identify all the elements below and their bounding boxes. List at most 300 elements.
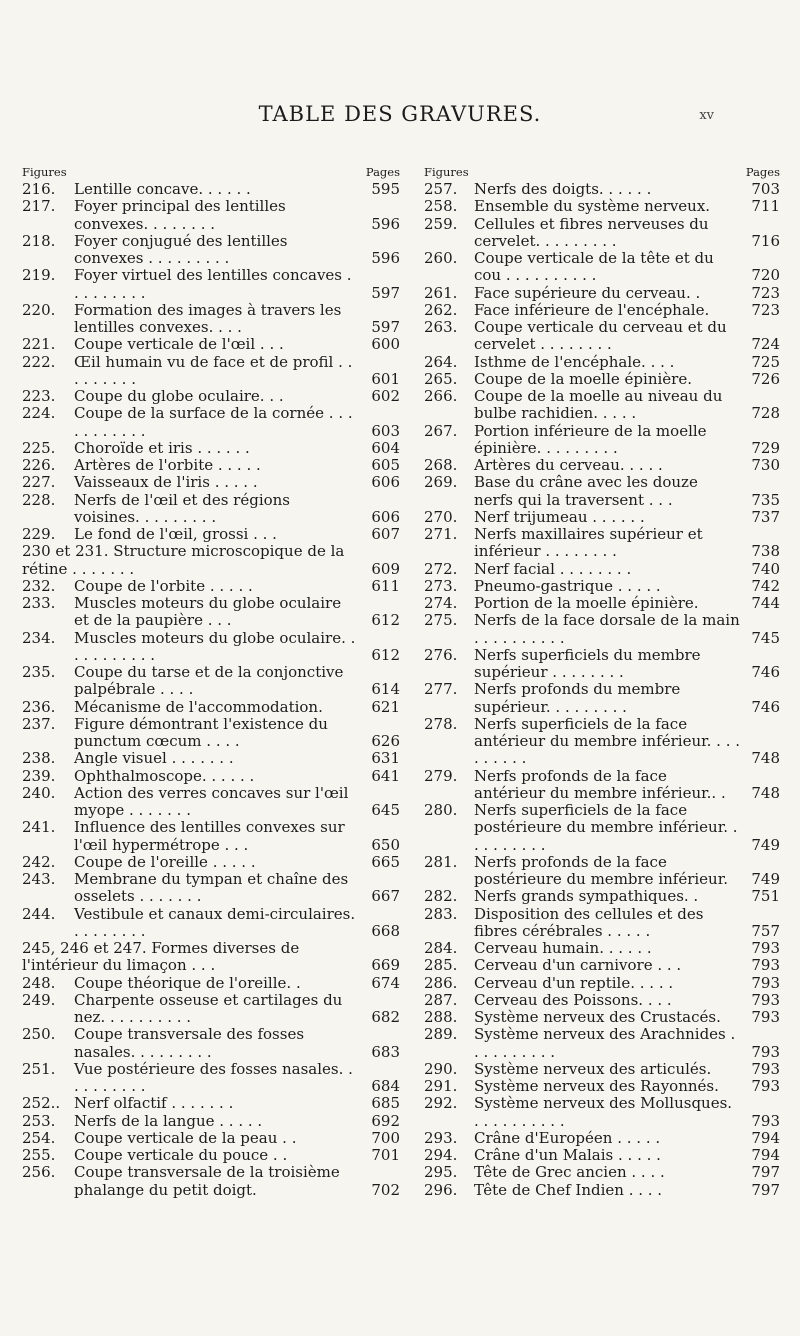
figure-page: 723 bbox=[751, 283, 780, 302]
figure-title: Coupe de la moelle épinière. bbox=[474, 369, 692, 388]
figure-title: 230 et 231. Structure microscopique de la rétine . . . . . . . bbox=[22, 542, 345, 578]
figure-title: Nerfs profonds du membre supérieur. . . . . . . . . bbox=[474, 680, 681, 716]
figure-entry bbox=[424, 992, 780, 1009]
figure-title: Coupe verticale de la tête et du cou . . . . . . . . . . bbox=[474, 249, 714, 285]
figure-title: Nerfs grands sympathiques. . bbox=[474, 887, 699, 906]
figure-title: Système nerveux des Crustacés. bbox=[474, 1008, 721, 1026]
figure-number: 250. bbox=[22, 1025, 56, 1044]
figure-number: 271. bbox=[424, 525, 458, 543]
figure-title: Face inférieure de l'encéphale. bbox=[474, 300, 710, 319]
figure-entry bbox=[424, 354, 780, 371]
figure-entry bbox=[424, 768, 780, 803]
figure-title: Nerfs de la face dorsale de la main . . . . . . . . . . bbox=[474, 611, 740, 647]
figure-page: 603 bbox=[371, 421, 400, 440]
figure-entry bbox=[22, 716, 400, 751]
figure-number: 275. bbox=[424, 611, 458, 630]
figure-number: 282. bbox=[424, 887, 458, 906]
figure-title: Coupe transversale de la troisième phalange du petit doigt. bbox=[74, 1163, 340, 1199]
figure-number: 217. bbox=[22, 197, 56, 216]
figure-entry bbox=[22, 440, 400, 457]
figure-number: 272. bbox=[424, 559, 458, 578]
figure-page: 683 bbox=[371, 1042, 400, 1061]
pages-heading: Pages bbox=[745, 165, 780, 179]
figure-title: Coupe verticale du cerveau et du cervelet . . . . . . . . bbox=[474, 318, 727, 354]
figure-number: 225. bbox=[22, 438, 56, 457]
figure-page: 749 bbox=[751, 835, 780, 854]
figure-number: 286. bbox=[424, 973, 458, 992]
figure-page: 674 bbox=[371, 973, 400, 992]
figure-number: 223. bbox=[22, 387, 56, 405]
figure-number: 293. bbox=[424, 1128, 458, 1147]
right-column bbox=[424, 165, 780, 1199]
figure-entry bbox=[22, 871, 400, 906]
figure-number: 236. bbox=[22, 697, 56, 716]
figure-title: Pneumo-gastrique . . . . . bbox=[474, 576, 661, 595]
figure-entry bbox=[424, 216, 780, 251]
figure-title: Nerfs superficiels du membre supérieur . . . . . . . . bbox=[474, 645, 701, 681]
figure-entry bbox=[424, 578, 780, 595]
figure-title: Disposition des cellules et des fibres cérébrales . . . . . bbox=[474, 904, 704, 940]
left-column bbox=[22, 165, 400, 1199]
figure-title: Influence des lentilles convexes sur l'œil hypermétrope . . . bbox=[74, 818, 345, 854]
figure-page: 595 bbox=[371, 180, 400, 198]
figure-entry bbox=[22, 630, 400, 665]
pages-heading: Pages bbox=[365, 165, 400, 179]
figure-number: 234. bbox=[22, 628, 56, 647]
figure-number: 262. bbox=[424, 300, 458, 319]
figure-title: Coupe verticale de la peau . . bbox=[74, 1128, 297, 1147]
figure-entry bbox=[424, 1130, 780, 1147]
figure-number: 244. bbox=[22, 904, 56, 923]
figure-entry bbox=[424, 716, 780, 768]
figure-page: 621 bbox=[371, 697, 400, 716]
figure-entry bbox=[424, 509, 780, 526]
figure-number: 287. bbox=[424, 990, 458, 1009]
figure-entry bbox=[424, 647, 780, 682]
figure-number: 220. bbox=[22, 300, 56, 319]
figure-page: 612 bbox=[371, 611, 400, 630]
figure-page: 757 bbox=[751, 921, 780, 940]
figure-entry bbox=[22, 1026, 400, 1061]
figure-page: 746 bbox=[751, 697, 780, 716]
figure-page: 596 bbox=[371, 214, 400, 233]
figure-number: 280. bbox=[424, 801, 458, 819]
figure-entry bbox=[22, 405, 400, 440]
figure-page: 668 bbox=[371, 921, 400, 940]
figure-entry bbox=[424, 957, 780, 974]
figure-entry bbox=[424, 457, 780, 474]
figure-entry bbox=[424, 561, 780, 578]
figure-page: 793 bbox=[751, 1008, 780, 1026]
figure-title: Coupe du globe oculaire. . . bbox=[74, 387, 284, 405]
figure-title: Système nerveux des Mollusques. . . . . . . . . . . bbox=[474, 1094, 733, 1130]
figure-number: 221. bbox=[22, 335, 56, 354]
left-entry-list bbox=[22, 181, 400, 1199]
figure-title: Isthme de l'encéphale. . . . bbox=[474, 352, 675, 371]
figure-entry bbox=[424, 285, 780, 302]
figure-title: Vaisseaux de l'iris . . . . . bbox=[74, 473, 258, 492]
figure-page: 797 bbox=[751, 1163, 780, 1182]
figure-entry bbox=[22, 595, 400, 630]
figure-page: 726 bbox=[751, 369, 780, 388]
figure-page: 614 bbox=[371, 680, 400, 699]
figure-page: 645 bbox=[371, 801, 400, 819]
figure-title: Tête de Grec ancien . . . . bbox=[474, 1163, 665, 1182]
page-header bbox=[0, 102, 800, 132]
figure-entry bbox=[424, 888, 780, 905]
figure-number: 219. bbox=[22, 266, 56, 285]
figure-page: 748 bbox=[751, 749, 780, 768]
figure-entry bbox=[424, 474, 780, 509]
figure-title: Nerfs profonds de la face antérieur du membre inférieur.. . bbox=[474, 766, 726, 802]
figure-title: Ophthalmoscope. . . . . . bbox=[74, 766, 255, 785]
figure-number: 233. bbox=[22, 594, 56, 612]
figure-title: Cerveau d'un reptile. . . . . bbox=[474, 973, 674, 992]
figure-number: 273. bbox=[424, 576, 458, 595]
figures-heading: Figures bbox=[424, 165, 469, 179]
figure-title: Foyer virtuel des lentilles concaves . . . . . . . . . bbox=[74, 266, 352, 302]
figure-title: Charpente osseuse et cartilages du nez. . . . . . . . . . bbox=[74, 990, 343, 1026]
figure-page: 793 bbox=[751, 1042, 780, 1061]
figure-entry bbox=[22, 906, 400, 941]
figure-title: Système nerveux des articulés. bbox=[474, 1059, 712, 1078]
figure-title: Coupe de l'orbite . . . . . bbox=[74, 576, 253, 595]
figure-number: 265. bbox=[424, 369, 458, 388]
figure-entry bbox=[22, 336, 400, 353]
figure-title: Coupe de la moelle au niveau du bulbe rachidien. . . . . bbox=[474, 387, 723, 423]
figure-entry bbox=[22, 181, 400, 198]
figure-number: 267. bbox=[424, 421, 458, 440]
figure-page: 611 bbox=[371, 576, 400, 595]
figure-page: 793 bbox=[751, 1077, 780, 1095]
figure-number: 279. bbox=[424, 766, 458, 785]
figure-entry bbox=[22, 267, 400, 302]
figure-title: Nerf facial . . . . . . . . bbox=[474, 559, 632, 578]
page-number: xv bbox=[699, 108, 714, 123]
figure-entry bbox=[22, 1147, 400, 1164]
figure-title: Coupe théorique de l'oreille. . bbox=[74, 973, 301, 992]
figure-title: Portion de la moelle épinière. bbox=[474, 594, 699, 612]
figure-entry bbox=[424, 302, 780, 319]
figure-page: 602 bbox=[371, 387, 400, 405]
figure-page: 748 bbox=[751, 783, 780, 802]
figure-entry bbox=[22, 664, 400, 699]
figure-entry bbox=[22, 543, 400, 578]
figure-entry bbox=[22, 198, 400, 233]
figure-entry bbox=[22, 819, 400, 854]
figure-title: Cerveau humain. . . . . . bbox=[474, 939, 652, 957]
figure-number: 222. bbox=[22, 352, 56, 371]
figure-title: Cerveau d'un carnivore . . . bbox=[474, 956, 682, 975]
figure-entry bbox=[22, 233, 400, 268]
figure-entry bbox=[22, 457, 400, 474]
figure-entry bbox=[424, 1061, 780, 1078]
figure-entry bbox=[22, 940, 400, 975]
figure-entry bbox=[424, 975, 780, 992]
figure-page: 667 bbox=[371, 887, 400, 906]
figure-number: 291. bbox=[424, 1077, 458, 1095]
figure-title: Coupe verticale du pouce . . bbox=[74, 1146, 288, 1164]
figure-entry bbox=[22, 474, 400, 491]
figure-number: 266. bbox=[424, 387, 458, 405]
figure-page: 606 bbox=[371, 473, 400, 492]
figure-title: Membrane du tympan et chaîne des osselets . . . . . . . bbox=[74, 870, 349, 906]
figure-title: Mécanisme de l'accommodation. bbox=[74, 697, 323, 716]
figure-page: 716 bbox=[751, 231, 780, 250]
figure-number: 284. bbox=[424, 939, 458, 957]
figure-entry bbox=[424, 371, 780, 388]
figure-title: Ensemble du système nerveux. bbox=[474, 197, 711, 216]
figure-title: Artères du cerveau. . . . . bbox=[474, 456, 663, 474]
figure-page: 607 bbox=[371, 525, 400, 543]
page-title: TABLE DES GRAVURES. bbox=[258, 102, 542, 126]
figure-page: 723 bbox=[751, 300, 780, 319]
figure-number: 228. bbox=[22, 490, 56, 509]
figure-title: Artères de l'orbite . . . . . bbox=[74, 456, 261, 474]
figure-entry bbox=[22, 1113, 400, 1130]
figure-page: 600 bbox=[371, 335, 400, 354]
figure-page: 724 bbox=[751, 335, 780, 354]
figure-page: 797 bbox=[751, 1180, 780, 1199]
figure-number: 294. bbox=[424, 1146, 458, 1164]
figure-number: 295. bbox=[424, 1163, 458, 1182]
figure-title: Tête de Chef Indien . . . . bbox=[474, 1180, 663, 1199]
figure-page: 692 bbox=[371, 1111, 400, 1130]
figure-number: 248. bbox=[22, 973, 56, 992]
figure-number: 242. bbox=[22, 852, 56, 871]
figure-entry bbox=[424, 1078, 780, 1095]
figure-entry bbox=[22, 1095, 400, 1112]
figure-entry bbox=[22, 785, 400, 820]
figure-number: 260. bbox=[424, 249, 458, 267]
figure-title: Foyer principal des lentilles convexes. . . . . . . . bbox=[74, 197, 286, 233]
figure-entry bbox=[424, 319, 780, 354]
figure-title: Coupe verticale de l'œil . . . bbox=[74, 335, 284, 354]
figure-number: 239. bbox=[22, 766, 56, 785]
figure-title: Coupe de la surface de la cornée . . . . . . . . . . . bbox=[74, 404, 353, 440]
figure-number: 257. bbox=[424, 180, 458, 198]
figure-title: Lentille concave. . . . . . bbox=[74, 180, 251, 198]
figure-page: 631 bbox=[371, 749, 400, 768]
figure-entry bbox=[22, 526, 400, 543]
figure-page: 728 bbox=[751, 404, 780, 423]
figure-page: 612 bbox=[371, 645, 400, 664]
figure-page: 701 bbox=[371, 1146, 400, 1164]
figure-entry bbox=[424, 1009, 780, 1026]
figure-page: 745 bbox=[751, 628, 780, 647]
figure-entry bbox=[22, 492, 400, 527]
figure-title: Coupe de l'oreille . . . . . bbox=[74, 852, 256, 871]
figure-page: 685 bbox=[371, 1094, 400, 1113]
figure-number: 290. bbox=[424, 1059, 458, 1078]
figure-page: 606 bbox=[371, 507, 400, 526]
figure-entry bbox=[22, 750, 400, 767]
figure-page: 702 bbox=[371, 1180, 400, 1199]
figure-number: 237. bbox=[22, 714, 56, 733]
figure-page: 740 bbox=[751, 559, 780, 578]
figure-title: Muscles moteurs du globe oculaire. . . . . . . . . . . bbox=[74, 628, 356, 664]
figure-title: Choroïde et iris . . . . . . bbox=[74, 438, 250, 457]
figure-page: 604 bbox=[371, 438, 400, 457]
figure-entry bbox=[22, 388, 400, 405]
figure-title: Cerveau des Poissons. . . . bbox=[474, 990, 672, 1009]
figure-entry bbox=[22, 1164, 400, 1199]
figure-entry bbox=[424, 1182, 780, 1199]
figure-title: Action des verres concaves sur l'œil myope . . . . . . . bbox=[74, 783, 349, 819]
figure-number: 226. bbox=[22, 456, 56, 474]
figure-page: 737 bbox=[751, 507, 780, 526]
figure-number: 238. bbox=[22, 749, 56, 768]
figure-title: Nerfs superficiels de la face antérieur du membre inférieur. . . . . . . . . . bbox=[474, 714, 741, 768]
figure-entry bbox=[424, 906, 780, 941]
figure-page: 744 bbox=[751, 594, 780, 612]
figure-number: 264. bbox=[424, 352, 458, 371]
figure-number: 278. bbox=[424, 714, 458, 733]
figure-page: 793 bbox=[751, 1059, 780, 1078]
figure-number: 224. bbox=[22, 404, 56, 423]
figure-page: 742 bbox=[751, 576, 780, 595]
figure-entry bbox=[424, 940, 780, 957]
figure-page: 605 bbox=[371, 456, 400, 474]
figure-title: Nerfs des doigts. . . . . . bbox=[474, 180, 652, 198]
figure-title: Crâne d'un Malais . . . . . bbox=[474, 1146, 661, 1164]
figure-page: 669 bbox=[371, 956, 400, 975]
figure-page: 729 bbox=[751, 438, 780, 457]
figure-number: 216. bbox=[22, 180, 56, 198]
figure-number: 261. bbox=[424, 283, 458, 302]
figure-entry bbox=[424, 854, 780, 889]
figure-title: Face supérieure du cerveau. . bbox=[474, 283, 701, 302]
figure-number: 268. bbox=[424, 456, 458, 474]
figure-page: 597 bbox=[371, 283, 400, 302]
figure-number: 253. bbox=[22, 1111, 56, 1130]
figure-number: 249. bbox=[22, 990, 56, 1009]
figure-page: 794 bbox=[751, 1146, 780, 1164]
figure-page: 597 bbox=[371, 318, 400, 336]
figure-number: 218. bbox=[22, 231, 56, 250]
figure-title: Nerfs de l'œil et des régions voisines. . . . . . . . . bbox=[74, 490, 291, 526]
figure-number: 277. bbox=[424, 680, 458, 699]
right-column-header bbox=[424, 164, 780, 181]
figure-page: 596 bbox=[371, 249, 400, 267]
figure-number: 240. bbox=[22, 783, 56, 802]
figure-title: Nerf trijumeau . . . . . . bbox=[474, 507, 645, 526]
figure-number: 296. bbox=[424, 1180, 458, 1199]
figure-title: Angle visuel . . . . . . . bbox=[74, 749, 234, 768]
figure-title: Système nerveux des Arachnides . . . . . . . . . . bbox=[474, 1025, 736, 1061]
figure-entry bbox=[22, 1061, 400, 1096]
figure-title: Vestibule et canaux demi-circulaires. . . . . . . . . bbox=[74, 904, 356, 940]
figure-title: Coupe du tarse et de la conjonctive palpébrale . . . . bbox=[74, 663, 344, 699]
figure-page: 703 bbox=[751, 180, 780, 198]
figure-title: Formation des images à travers les lentilles convexes. . . . bbox=[74, 300, 342, 336]
figure-page: 793 bbox=[751, 1111, 780, 1130]
figure-number: 255. bbox=[22, 1146, 56, 1164]
figure-title: Nerfs superficiels de la face postérieure du membre inférieur. . . . . . . . . . bbox=[474, 801, 738, 854]
figure-entry bbox=[424, 802, 780, 854]
figure-entry bbox=[424, 612, 780, 647]
figure-entry bbox=[424, 1164, 780, 1181]
figure-entry bbox=[22, 354, 400, 389]
figure-page: 711 bbox=[751, 197, 780, 216]
figure-page: 738 bbox=[751, 542, 780, 561]
figure-page: 746 bbox=[751, 663, 780, 681]
figure-number: 251. bbox=[22, 1059, 56, 1078]
figure-entry bbox=[22, 768, 400, 785]
figure-entry bbox=[424, 423, 780, 458]
figure-entry bbox=[22, 992, 400, 1027]
figure-title: Nerf olfactif . . . . . . . bbox=[74, 1094, 234, 1113]
figure-page: 682 bbox=[371, 1008, 400, 1026]
figure-number: 276. bbox=[424, 645, 458, 664]
figure-entry bbox=[22, 975, 400, 992]
figure-page: 665 bbox=[371, 852, 400, 871]
figure-page: 794 bbox=[751, 1128, 780, 1147]
figure-entry bbox=[424, 1026, 780, 1061]
figure-title: Système nerveux des Rayonnés. bbox=[474, 1077, 719, 1095]
figure-entry bbox=[424, 526, 780, 561]
figure-page: 793 bbox=[751, 973, 780, 992]
figure-number: 274. bbox=[424, 594, 458, 612]
figure-page: 601 bbox=[371, 369, 400, 388]
figure-number: 270. bbox=[424, 507, 458, 526]
figure-title: Crâne d'Européen . . . . . bbox=[474, 1128, 661, 1147]
figure-page: 641 bbox=[371, 766, 400, 785]
figure-title: Base du crâne avec les douze nerfs qui la traversent . . . bbox=[474, 473, 698, 509]
figure-number: 256. bbox=[22, 1163, 56, 1182]
figure-page: 793 bbox=[751, 990, 780, 1009]
figure-title: Muscles moteurs du globe oculaire et de la paupière . . . bbox=[74, 594, 342, 630]
figure-title: Le fond de l'œil, grossi . . . bbox=[74, 525, 277, 543]
figure-entry bbox=[424, 1095, 780, 1130]
figure-number: 252.. bbox=[22, 1094, 61, 1113]
figure-number: 263. bbox=[424, 318, 458, 336]
right-entry-list bbox=[424, 181, 780, 1199]
figure-page: 684 bbox=[371, 1077, 400, 1095]
figure-page: 793 bbox=[751, 939, 780, 957]
figure-title: Coupe transversale des fosses nasales. . . . . . . . . bbox=[74, 1025, 305, 1061]
figure-page: 725 bbox=[751, 352, 780, 371]
figure-number: 254. bbox=[22, 1128, 56, 1147]
figure-entry bbox=[22, 302, 400, 337]
figure-entry bbox=[424, 388, 780, 423]
figure-number: 229. bbox=[22, 525, 56, 543]
figure-page: 626 bbox=[371, 732, 400, 750]
figure-title: 245, 246 et 247. Formes diverses de l'intérieur du limaçon . . . bbox=[22, 939, 300, 975]
figure-page: 650 bbox=[371, 835, 400, 854]
figure-number: 283. bbox=[424, 904, 458, 923]
figure-entry bbox=[22, 578, 400, 595]
figure-number: 243. bbox=[22, 870, 56, 888]
figure-page: 735 bbox=[751, 490, 780, 509]
figure-page: 700 bbox=[371, 1128, 400, 1147]
figure-title: Nerfs de la langue . . . . . bbox=[74, 1111, 263, 1130]
figures-heading: Figures bbox=[22, 165, 67, 179]
figure-page: 609 bbox=[371, 559, 400, 578]
figure-entry bbox=[424, 198, 780, 215]
figure-entry bbox=[22, 854, 400, 871]
figure-page: 730 bbox=[751, 456, 780, 474]
figure-number: 227. bbox=[22, 473, 56, 492]
figure-page: 720 bbox=[751, 266, 780, 285]
figure-entry bbox=[424, 181, 780, 198]
figure-number: 269. bbox=[424, 473, 458, 492]
figure-title: Portion inférieure de la moelle épinière. . . . . . . . . bbox=[474, 421, 707, 457]
figure-number: 292. bbox=[424, 1094, 458, 1113]
figure-title: Figure démontrant l'existence du punctum cœcum . . . . bbox=[74, 714, 328, 750]
figure-title: Vue postérieure des fosses nasales. . . . . . . . . . bbox=[74, 1059, 353, 1095]
figure-number: 288. bbox=[424, 1008, 458, 1026]
